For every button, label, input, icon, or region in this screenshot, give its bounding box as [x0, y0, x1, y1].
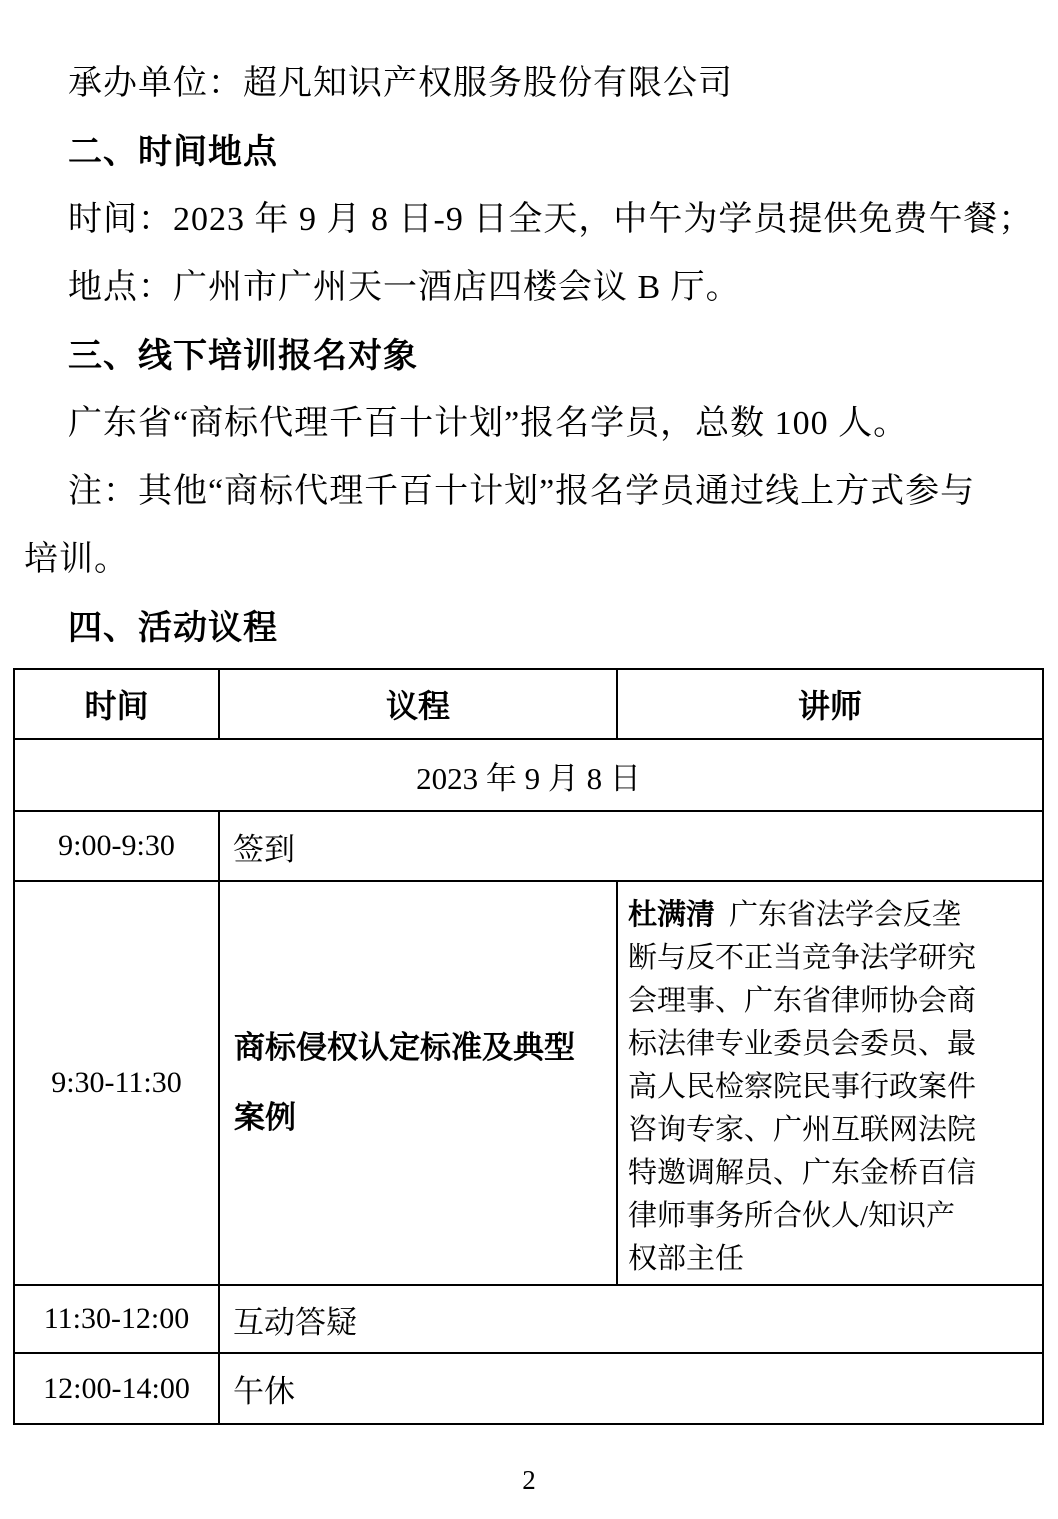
- lecturer-line: 咨询专家、广州互联网法院: [628, 1113, 977, 1146]
- lecturer-line: 断与反不正当竞争法学研究: [628, 941, 977, 974]
- lecturer-line: 会理事、广东省律师协会商: [628, 984, 977, 1017]
- lecturer-title-text: 广东省法学会反垄: [729, 898, 962, 931]
- agenda-cell: 签到: [219, 811, 1043, 881]
- lecturer-name: 杜满清: [628, 898, 716, 931]
- column-header-time: 时间: [14, 669, 219, 739]
- agenda-cell: [219, 881, 617, 1285]
- lecturer-line: 律师事务所合伙人/知识产: [628, 1199, 956, 1232]
- paragraph-audience: 广东省“商标代理千百十计划”报名学员，总数 100 人。: [68, 405, 909, 442]
- time-cell: 9:00-9:30: [14, 811, 219, 881]
- time-cell: 12:00-14:00: [14, 1353, 219, 1424]
- lecturer-line: 标法律专业委员会委员、最: [628, 1027, 977, 1060]
- table-row: [14, 1353, 1043, 1424]
- heading-section-4: 四、活动议程: [68, 609, 278, 647]
- heading-section-3: 三、线下培训报名对象: [68, 337, 418, 375]
- table-header-row: [14, 669, 1043, 739]
- date-banner: 2023 年 9 月 8 日: [14, 739, 1043, 811]
- column-header-lecturer: 讲师: [617, 669, 1043, 739]
- paragraph-time: 时间：2023 年 9 月 8 日-9 日全天，中午为学员提供免费午餐；: [68, 201, 1034, 238]
- agenda-table: [13, 668, 1044, 1425]
- time-cell: 11:30-12:00: [14, 1285, 219, 1353]
- agenda-topic-line: 商标侵权认定标准及典型: [234, 1030, 575, 1065]
- lecturer-line: 权部主任: [628, 1242, 745, 1275]
- agenda-cell: 午休: [219, 1353, 1043, 1424]
- page-number: 2: [522, 1465, 536, 1495]
- lecturer-line: 特邀调解员、广东金桥百信: [628, 1156, 977, 1189]
- table-row: [14, 811, 1043, 881]
- paragraph-note-line-2: 培训。: [24, 541, 129, 578]
- agenda-cell: 互动答疑: [219, 1285, 1043, 1353]
- column-header-agenda: 议程: [219, 669, 617, 739]
- document-body: [24, 50, 1036, 662]
- lecturer-line: [628, 894, 1036, 937]
- time-cell: 9:30-11:30: [14, 881, 219, 1285]
- paragraph-place: 地点：广州市广州天一酒店四楼会议 B 厅。: [68, 269, 741, 306]
- table-row: [14, 881, 1043, 1285]
- agenda-topic-line: 案例: [234, 1100, 296, 1135]
- paragraph-note-line-1: 注：其他“商标代理千百十计划”报名学员通过线上方式参与: [68, 473, 976, 510]
- lecturer-line: 高人民检察院民事行政案件: [628, 1070, 977, 1103]
- lecturer-cell: [617, 881, 1043, 1285]
- paragraph-organizer: 承办单位：超凡知识产权服务股份有限公司: [68, 65, 733, 102]
- table-row: [14, 1285, 1043, 1353]
- table-date-row: [14, 739, 1043, 811]
- heading-section-2: 二、时间地点: [68, 133, 278, 171]
